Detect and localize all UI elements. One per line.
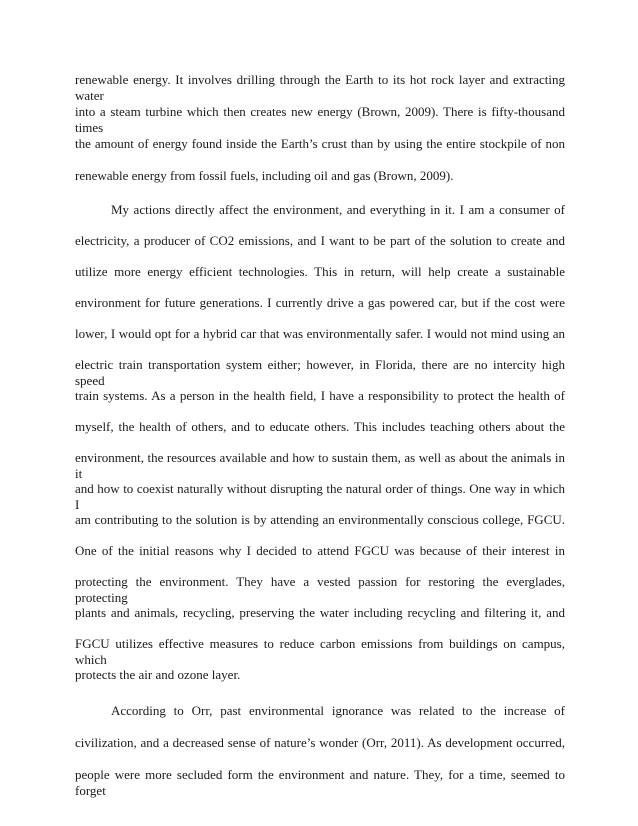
text-line: protecting the environment. They have a vested passion for restoring the everglades, protecting <box>75 574 565 605</box>
text-line: am contributing to the solution is by attending an environmentally conscious college, FGCU. <box>75 512 565 527</box>
text-line: lower, I would opt for a hybrid car that was environmentally safer. I would not mind using an <box>75 326 565 341</box>
text-line: environment for future generations. I currently drive a gas powered car, but if the cost were <box>75 295 565 310</box>
text-line: renewable energy from fossil fuels, including oil and gas (Brown, 2009). <box>75 168 454 183</box>
text-line: people were more secluded form the environment and nature. They, for a time, seemed to forget <box>75 767 565 798</box>
text-line: renewable energy. It involves drilling through the Earth to its hot rock layer and extracting water <box>75 72 565 103</box>
paragraph-first-line: My actions directly affect the environment, and everything in it. I am a consumer of <box>111 202 565 217</box>
text-line: the amount of energy found inside the Earth’s crust than by using the entire stockpile of non <box>75 136 565 151</box>
text-line: civilization, and a decreased sense of nature’s wonder (Orr, 2011). As development occurred, <box>75 735 565 750</box>
text-line: into a steam turbine which then creates new energy (Brown, 2009). There is fifty-thousand times <box>75 104 565 135</box>
text-line: myself, the health of others, and to educate others. This includes teaching others about the <box>75 419 565 434</box>
text-line: protects the air and ozone layer. <box>75 667 241 682</box>
text-line: plants and animals, recycling, preserving the water including recycling and filtering it, and <box>75 605 565 620</box>
text-line: train systems. As a person in the health field, I have a responsibility to protect the health of <box>75 388 565 403</box>
text-line: One of the initial reasons why I decided to attend FGCU was because of their interest in <box>75 543 565 558</box>
text-line: utilize more energy efficient technologies. This in return, will help create a sustainable <box>75 264 565 279</box>
text-line: and how to coexist naturally without disrupting the natural order of things. One way in which I <box>75 481 565 512</box>
text-line: electricity, a producer of CO2 emissions, and I want to be part of the solution to create and <box>75 233 565 248</box>
paragraph-first-line: According to Orr, past environmental ignorance was related to the increase of <box>111 703 565 718</box>
text-line: electric train transportation system either; however, in Florida, there are no intercity high speed <box>75 357 565 388</box>
text-line: FGCU utilizes effective measures to reduce carbon emissions from buildings on campus, which <box>75 636 565 667</box>
text-line: environment, the resources available and how to sustain them, as well as about the animals in it <box>75 450 565 481</box>
